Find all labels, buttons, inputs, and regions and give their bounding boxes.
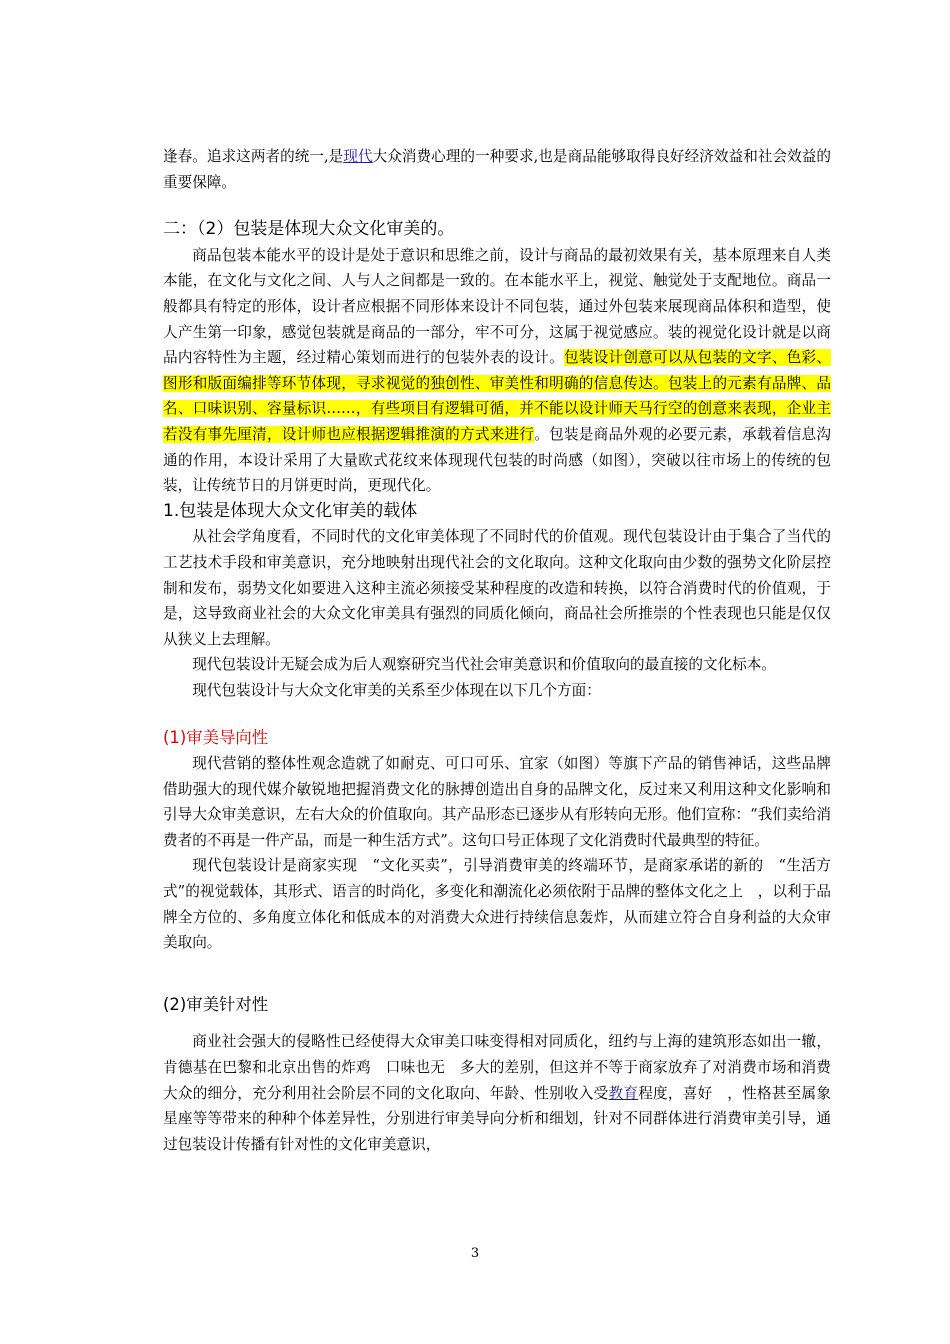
heading-1: 1.包装是体现大众文化审美的载体 [163, 500, 418, 521]
section-paragraph [163, 243, 831, 499]
section-text: 商品包装本能水平的设计是处于意识和思维之前，设计与商品的最初效果有关，基本原理来自人类本能，在文化与文化之间、人与人之间都是一致的。在本能水平上，视觉、触觉处于支配地位。商品一般都具有特定的形体，设计者应根据不同形体来设计不同包装，通过外包装来展现商品体积和造型，使人产生第一印象，感觉包装就是商品的一部分，牢不可分，这属于视觉感应。装的视觉化设计就是以商品内容特性为主题，经过精心策划而进行的包装外表的设计。 [163, 246, 831, 367]
section-heading: 二：（2）包装是体现大众文化审美的。 [163, 219, 455, 240]
paragraph-6 [163, 1029, 831, 1157]
paragraph-2: 现代包装设计无疑会成为后人观察研究当代社会审美意识和价值取向的最直接的文化标本。 [192, 656, 776, 674]
intro-text: 逢春。追求这两者的统一,是 [163, 148, 344, 165]
page-number: 3 [470, 1246, 480, 1261]
paragraph-6-text: 商业社会强大的侵略性已经使得大众审美口味变得相对同质化，纽约与上海的建筑形态如出一辙，肯德基在巴黎和北京出售的炸鸡 口味也无 多大的差别，但这并不等于商家放弃了对消费市场和消费大众的细分，充分利用社会阶层不同的文化取向、年龄、性别收入受 [163, 1033, 831, 1102]
intro-paragraph [163, 144, 831, 195]
paragraph-5: 现代包装设计是商家实现 “文化买卖”，引导消费审美的终端环节，是商家承诺的新的 “生活方式”的视觉载体，其形式、语言的时尚化，多变化和潮流化必须依附于品牌的整体文化之上 ，以利于品牌全方位的、多角度立体化和低成本的对消费大众进行持续信息轰炸，从而建立符合自身利益的大众审美取向。 [163, 857, 831, 952]
intro-text-end: 大众消费心理的一种要求,也是商品能够取得良好经济效益和社会效益的重要保障。 [163, 148, 831, 191]
paragraph-4: 现代营销的整体性观念造就了如耐克、可口可乐、宜家（如图）等旗下产品的销售神话，这些品牌借助强大的现代媒介敏锐地把握消费文化的脉搏创造出自身的品牌文化，反过来又利用这种文化影响和引导大众审美意识，左右大众的价值取向。其产品形态已逐步从有形转向无形。他们宣称：“我们卖给消费者的不再是一件产品，而是一种生活方式”。这句口号正体现了文化消费时代最典型的特征。 [163, 755, 831, 849]
paragraph-6-text-end: 程度，喜好 ，性格甚至属象星座等等带来的种种个体差异性，分别进行审美导向分析和细划，针对不同群体进行消费审美引导，通过包装设计传播有针对性的文化审美意识， [163, 1084, 831, 1153]
document-body [163, 144, 831, 1157]
link-education[interactable]: 教育 [608, 1084, 639, 1102]
section-text-end: 。包装是商品外观的必要元素，承载着信息沟通的作用，本设计采用了大量欧式花纹来体现现代包装的时尚感（如图），突破以往市场上的传统的包装，让传统节日的月饼更时尚，更现代化。 [163, 425, 831, 495]
link-modern[interactable]: 现代 [343, 148, 373, 165]
heading-aesthetic-targeting: (2)审美针对性 [163, 994, 269, 1014]
heading-aesthetic-orientation: (1)审美导向性 [163, 728, 269, 748]
highlighted-text: 包装设计创意可以从包装的文字、色彩、图形和版面编排等环节体现，寻求视觉的独创性、审美性和明确的信息传达。包装上的元素有品牌、品名、口味识别、容量标识……，有些项目有逻辑可循，并不能以设计师天马行空的创意来表现，企业主若没有事先厘清，设计师也应根据逻辑推演的方式来进行 [163, 349, 831, 443]
paragraph-1: 从社会学角度看，不同时代的文化审美体现了不同时代的价值观。现代包装设计由于集合了当代的工艺技术手段和审美意识，充分地映射出现代社会的文化取向。这种文化取向由少数的强势文化阶层控制和发布，弱势文化如要进入这种主流必须接受某种程度的改造和转换，以符合消费时代的价值观，于是，这导致商业社会的大众文化审美具有强烈的同质化倾向，商品社会所推崇的个性表现也只能是仅仅从狭义上去理解。 [163, 528, 831, 648]
paragraph-3: 现代包装设计与大众文化审美的关系至少体现在以下几个方面： [192, 681, 601, 699]
